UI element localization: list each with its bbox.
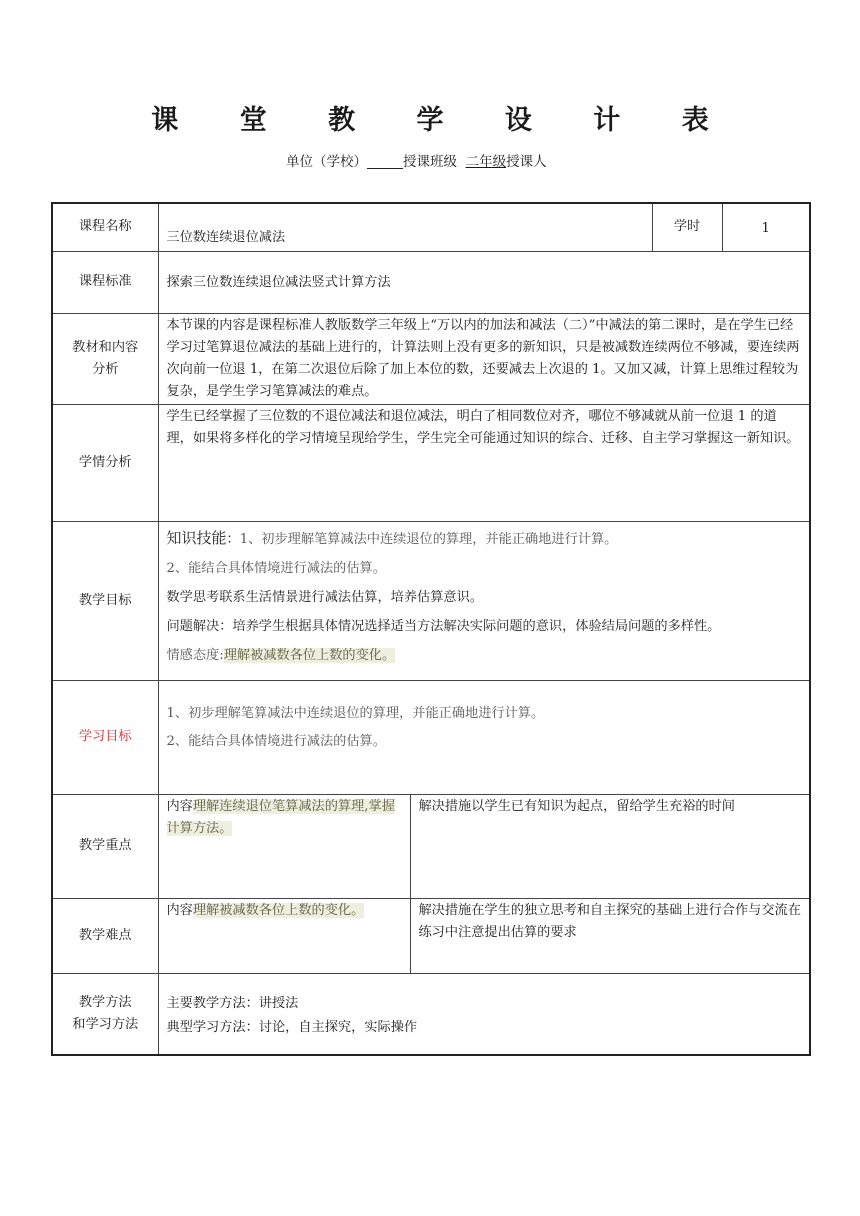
row-standard — [52, 251, 810, 313]
material-value: 本节课的内容是课程标准人教版数学三年级上“万以内的加法和减法（二）”中减法的第二课时，是在学生已经学习过笔算退位减法的基础上进行的，计算法则上没有更多的新知识，只是被减数连续两位不够减，要连续两次向前一位退 1，在第二次退位后除了加上本位的数，还要减去上次退的 1。又加又减，计算上思维过程较为复杂，是学生学习笔算减法的难点。 — [158, 313, 810, 404]
course-name-value: 三位数连续退位减法 — [158, 203, 652, 251]
standard-label: 课程标准 — [52, 251, 158, 313]
course-name-label: 课程名称 — [52, 203, 158, 251]
hours-label: 学时 — [652, 203, 722, 251]
row-course-name — [52, 203, 810, 251]
teaching-goals-label: 教学目标 — [52, 521, 158, 680]
learning-goal-1: 1、初步理解笔算减法中连续退位的算理，并能正确地进行计算。 — [166, 705, 545, 721]
unit-label: 单位（学校） — [286, 154, 367, 170]
methods-value — [158, 973, 810, 1055]
row-methods — [52, 973, 810, 1055]
row-material — [52, 313, 810, 404]
row-teaching-goals — [52, 521, 810, 680]
teacher-label: 授课人 — [506, 154, 547, 170]
teaching-goals-value: 知识技能：1、初步理解笔算减法中连续退位的算理，并能正确地进行计算。 2、能结合具体情境进行减法的估算。 数学思考联系生活情景进行减法估算，培养估算意识。 问题解决：培养学生根据具体情况选择适当方法解决实际问题的意识，体验结局问题的多样性。 情感态度:理解被减数各位上数的变化。 — [158, 521, 810, 680]
learning-goal-2: 2、能结合具体情境进行减法的估算。 — [166, 733, 386, 749]
teaching-goal-4: 问题解决：培养学生根据具体情况选择适当方法解决实际问题的意识，体验结局问题的多样性。 — [166, 618, 721, 634]
emotion-value: 理解被减数各位上数的变化。 — [223, 647, 396, 663]
key-points-content: 内容理解连续退位笔算减法的算理,掌握计算方法。 — [158, 794, 410, 898]
class-label: 授课班级 — [403, 154, 457, 170]
key-points-label: 教学重点 — [52, 794, 158, 898]
knowledge-value: 1、初步理解笔算减法中连续退位的算理，并能正确地进行计算。 — [239, 531, 618, 547]
unit-blank — [367, 154, 403, 169]
difficulties-content: 内容理解被减数各位上数的变化。 — [158, 898, 410, 973]
method-line-2: 典型学习方法：讨论，自主探究，实际操作 — [166, 1019, 418, 1035]
method-line-1: 主要教学方法：讲授法 — [166, 995, 299, 1011]
knowledge-label: 知识技能 — [166, 528, 227, 547]
row-key-points — [52, 794, 810, 898]
emotion-label: 情感态度: — [166, 647, 224, 663]
difficulties-measure: 解决措施在学生的独立思考和自主探究的基础上进行合作与交流在练习中注意提出估算的要求 — [410, 898, 810, 973]
key-points-measure: 解决措施以学生已有知识为起点，留给学生充裕的时间 — [410, 794, 810, 898]
row-difficulties — [52, 898, 810, 973]
learning-goals-label: 学习目标 — [52, 680, 158, 794]
subtitle-line — [286, 150, 547, 170]
lesson-design-table — [51, 202, 811, 1056]
row-students — [52, 404, 810, 521]
learning-goals-value — [158, 680, 810, 794]
standard-value: 探索三位数连续退位减法竖式计算方法 — [158, 251, 810, 313]
methods-label: 教学方法 和学习方法 — [52, 973, 158, 1055]
difficulties-label: 教学难点 — [52, 898, 158, 973]
page-title: 课 堂 教 学 设 计 表 — [151, 105, 735, 136]
class-value: 二年级 — [465, 154, 507, 170]
teaching-goal-3: 数学思考联系生活情景进行减法估算，培养估算意识。 — [166, 589, 483, 605]
material-label: 教材和内容 分析 — [52, 313, 158, 404]
hours-value: 1 — [722, 203, 810, 251]
students-label: 学情分析 — [52, 404, 158, 521]
row-learning-goals — [52, 680, 810, 794]
students-value: 学生已经掌握了三位数的不退位减法和退位减法，明白了相同数位对齐，哪位不够减就从前一位退 1 的道理，如果将多样化的学习情境呈现给学生，学生完全可能通过知识的综合、迁移、自主学习掌握这一新知识。 — [158, 404, 810, 521]
teaching-goal-2: 2、能结合具体情境进行减法的估算。 — [166, 560, 386, 576]
